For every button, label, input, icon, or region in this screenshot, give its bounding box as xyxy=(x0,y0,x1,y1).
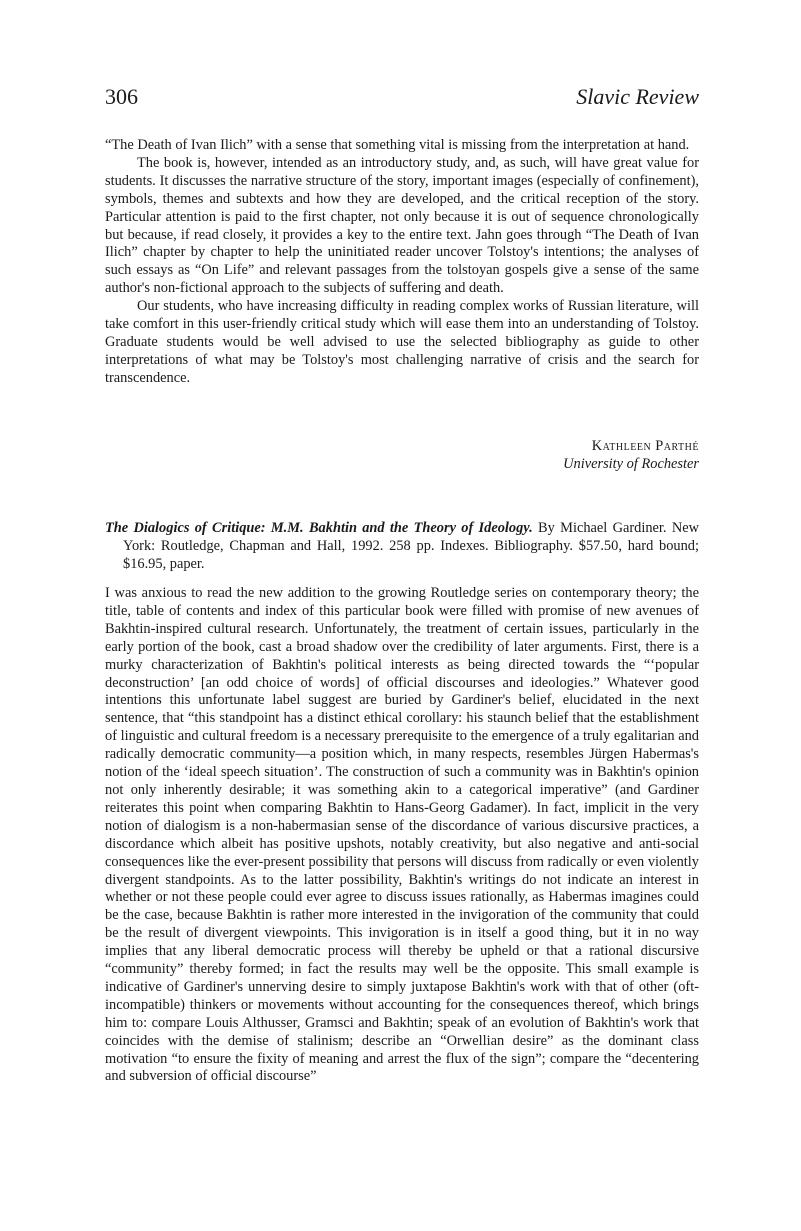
reviewer-signature xyxy=(563,437,699,473)
reviewer-name: Kathleen Parthé xyxy=(591,438,699,454)
book-citation xyxy=(105,520,699,574)
reviewer-affiliation: University of Rochester xyxy=(563,456,699,472)
page-number: 306 xyxy=(105,84,138,109)
paragraph: Our students, who have increasing difficulty in reading complex works of Russian literature, will take comfort in this user-friendly critical study which will ease them into an understanding of Tolstoy. Graduate students would be well advised to use the selected bibliography as guide to other interpretations of what may be Tolstoy's most challenging narrative of crisis and the search for transcendence. xyxy=(105,298,699,386)
paragraph: “The Death of Ivan Ilich” with a sense that something vital is missing from the interpretation at hand. xyxy=(105,137,690,153)
journal-title: Slavic Review xyxy=(576,84,699,109)
paragraph: I was anxious to read the new addition to the growing Routledge series on contemporary theory; the title, table of contents and index of this particular book were filled with promise of new avenues of Bakhtin-inspired cultural research. Unfortunately, the treatment of certain issues, particularly in the early portion of the book, cast a broad shadow over the credibility of later arguments. First, there is a murky characterization of Bakhtin's political interests as being directed towards the “‘popular deconstruction’ [an odd choice of words] of official discourses and ideologies.” Whatever good intentions this unfortunate label suggest are buried by Gardiner's belief, elucidated in the next sentence, that “this standpoint has a distinct ethical corollary: his staunch belief that the establishment of linguistic and cultural freedom is a necessary prerequisite to the emergence of a truly egalitarian and radically democratic community—a position which, in many respects, resembles Jürgen Habermas's notion of the ‘ideal speech situation’. The construction of such a community was in Bakhtin's opinion not only inherently desirable; it was something akin to a categorical imperative” (and Gardiner reiterates this point when comparing Bakhtin to Hans-Georg Gadamer). In fact, implicit in the very notion of dialogism is a non-habermasian sense of the discordance of various discursive practices, a discordance which albeit has positive upshots, notably creativity, but also negative and anti-social consequences like the ever-present possibility that persons will discuss from radically or even violently divergent standpoints. As to the latter possibility, Bakhtin's writings do not indicate an interest in whether or not these people could ever agree to discuss issues rationally, as Habermas imagines could be the case, because Bakhtin is rather more interested in the invigoration of the community that could be the result of divergent viewpoints. This invigoration is in itself a good thing, but it in no way implies that any liberal democratic process will thereby be upheld or that a rational discursive “community” thereby formed; in fact the results may well be the opposite. This small example is indicative of Gardiner's unnerving desire to simply juxtapose Bakhtin's work with that of other (oft-incompatible) thinkers or movements without accounting for the consequences thereof, which brings him to: compare Louis Althusser, Gramsci and Bakhtin; speak of an evolution of Bakhtin's work that coincides with the demise of stalinism; describe an “Orwellian desire” as the dominant class motivation “to ensure the fixity of meaning and arrest the flux of the sign”; compare the “decentering and subversion of official discourse” xyxy=(105,585,699,1085)
review-text xyxy=(105,585,699,1086)
paragraph: The book is, however, intended as an introductory study, and, as such, will have great value for students. It discusses the narrative structure of the story, important images (especially of confinement), symbols, themes and subtexts and how they are developed, and the critical reception of the story. Particular attention is paid to the first chapter, not only because it is out of sequence chronologically but because, if read closely, it provides a key to the entire text. Jahn goes through “The Death of Ivan Ilich” chapter by chapter to help the uninitiated reader uncover Tolstoy's intentions; the analyses of such essays as “On Life” and relevant passages from the tolstoyan gospels give a sense of the same author's non-fictional approach to the subjects of suffering and death. xyxy=(105,154,699,297)
page-header xyxy=(105,84,699,114)
previous-review-text xyxy=(105,137,699,388)
book-title: The Dialogics of Critique: M.M. Bakhtin and the Theory of Ideology. xyxy=(105,520,533,536)
book-details: By Michael Gardiner. New York: Routledge, Chapman and Hall, 1992. 258 pp. Indexes. Bibliography. $57.50, hard bound; $16.95, paper. xyxy=(123,520,699,572)
